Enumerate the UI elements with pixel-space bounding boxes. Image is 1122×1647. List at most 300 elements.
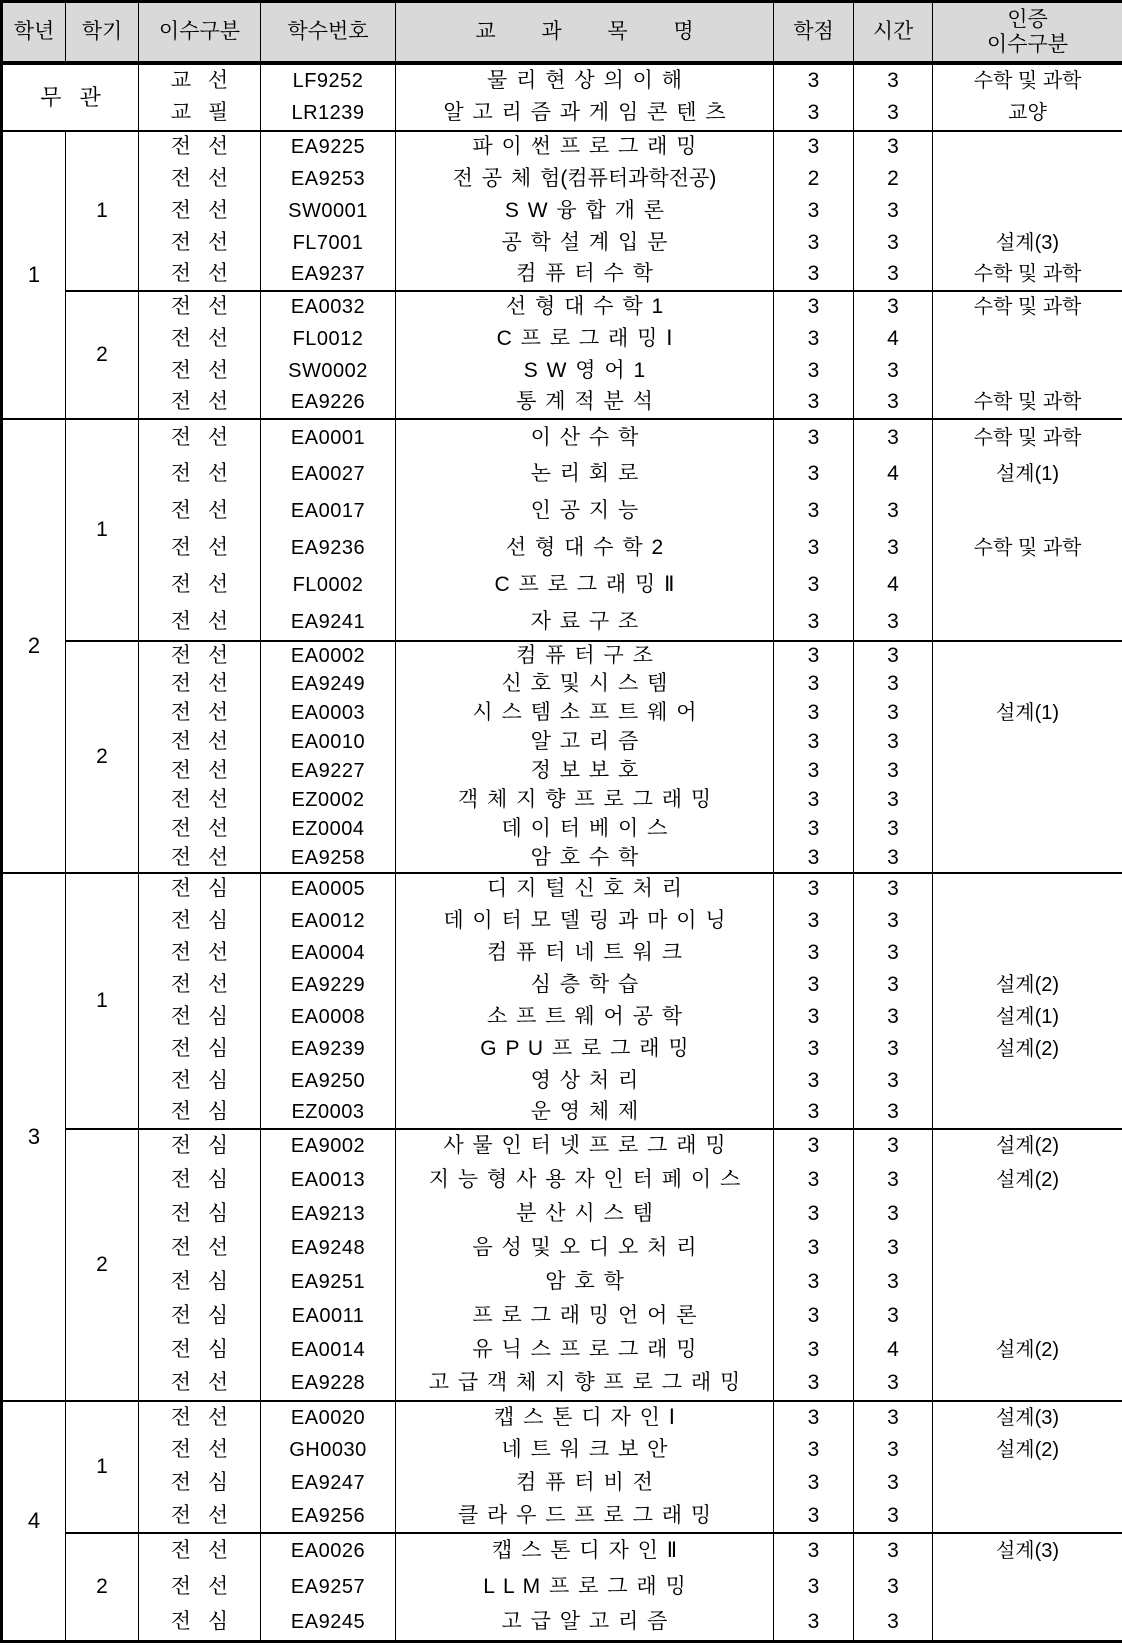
hours-cell: 3 — [854, 641, 933, 670]
cert-cell — [933, 567, 1122, 604]
course-name-cell: C 프 로 그 래 밍 Ⅱ — [396, 567, 774, 604]
course-category-cell: 전 선 — [139, 815, 261, 844]
cert-cell: 설계(2) — [933, 1129, 1122, 1163]
cert-cell — [933, 670, 1122, 699]
course-name-cell: 고 급 객 체 지 향 프 로 그 래 밍 — [396, 1367, 774, 1401]
course-category-cell: 전 심 — [139, 1097, 261, 1129]
course-name-cell: 디 지 털 신 호 처 리 — [396, 873, 774, 905]
hours-cell: 3 — [854, 1097, 933, 1129]
header-category: 이수구분 — [139, 2, 261, 64]
credits-cell: 3 — [774, 1097, 854, 1129]
course-code-cell: EA0004 — [261, 937, 396, 969]
cert-cell — [933, 1569, 1122, 1605]
cert-cell: 설계(2) — [933, 1333, 1122, 1367]
course-name-cell: 영 상 처 리 — [396, 1065, 774, 1097]
hours-cell: 3 — [854, 937, 933, 969]
course-code-cell: EA0017 — [261, 493, 396, 530]
course-name-cell: 데 이 터 베 이 스 — [396, 815, 774, 844]
course-code-cell: EA9258 — [261, 844, 396, 873]
year-cell: 4 — [2, 1401, 66, 1641]
course-row — [2, 1333, 1122, 1367]
hours-cell: 3 — [854, 757, 933, 786]
course-code-cell: EA0032 — [261, 291, 396, 323]
course-category-cell: 전 심 — [139, 1197, 261, 1231]
course-code-cell: FL0012 — [261, 323, 396, 355]
cert-cell: 설계(1) — [933, 456, 1122, 493]
credits-cell: 3 — [774, 97, 854, 131]
credits-cell: 3 — [774, 844, 854, 873]
hours-cell: 3 — [854, 493, 933, 530]
course-name-cell: 자 료 구 조 — [396, 604, 774, 641]
credits-cell: 3 — [774, 604, 854, 641]
cert-cell — [933, 1197, 1122, 1231]
course-category-cell: 전 심 — [139, 1333, 261, 1367]
credits-cell: 3 — [774, 699, 854, 728]
course-category-cell: 전 선 — [139, 195, 261, 227]
cert-cell: 설계(3) — [933, 227, 1122, 259]
cert-cell — [933, 728, 1122, 757]
course-category-cell: 전 선 — [139, 757, 261, 786]
credits-cell: 3 — [774, 1197, 854, 1231]
hours-cell: 3 — [854, 786, 933, 815]
cert-cell — [933, 1467, 1122, 1500]
course-row — [2, 1065, 1122, 1097]
credits-cell: 3 — [774, 728, 854, 757]
course-row — [2, 1605, 1122, 1641]
header-year: 학년 — [2, 2, 66, 64]
header-hours: 시간 — [854, 2, 933, 64]
course-name-cell: 전 공 체 험(컴퓨터과학전공) — [396, 163, 774, 195]
credits-cell: 3 — [774, 937, 854, 969]
cert-cell: 수학 및 과학 — [933, 387, 1122, 419]
credits-cell: 3 — [774, 530, 854, 567]
course-code-cell: EZ0004 — [261, 815, 396, 844]
course-code-cell: EA0010 — [261, 728, 396, 757]
credits-cell: 3 — [774, 567, 854, 604]
credits-cell: 3 — [774, 493, 854, 530]
header-credits: 학점 — [774, 2, 854, 64]
course-name-cell: 캡 스 톤 디 자 인 Ⅰ — [396, 1401, 774, 1434]
hours-cell: 3 — [854, 97, 933, 131]
course-category-cell: 전 선 — [139, 323, 261, 355]
course-code-cell: EA9229 — [261, 969, 396, 1001]
course-code-cell: FL0002 — [261, 567, 396, 604]
semester-cell: 2 — [66, 291, 139, 419]
course-code-cell: EA9250 — [261, 1065, 396, 1097]
credits-cell: 3 — [774, 259, 854, 291]
course-name-cell: 알 고 리 즘 과 게 임 콘 텐 츠 — [396, 97, 774, 131]
course-category-cell: 전 선 — [139, 1434, 261, 1467]
course-category-cell: 전 심 — [139, 1605, 261, 1641]
course-row — [2, 641, 1122, 670]
course-code-cell: EA9226 — [261, 387, 396, 419]
cert-cell — [933, 905, 1122, 937]
cert-cell: 수학 및 과학 — [933, 259, 1122, 291]
course-category-cell: 전 선 — [139, 355, 261, 387]
semester-cell: 2 — [66, 1533, 139, 1641]
course-row — [2, 1533, 1122, 1569]
credits-cell: 3 — [774, 1434, 854, 1467]
credits-cell: 3 — [774, 195, 854, 227]
hours-cell: 3 — [854, 195, 933, 227]
cert-cell — [933, 1065, 1122, 1097]
course-category-cell: 전 선 — [139, 387, 261, 419]
course-name-cell: 정 보 보 호 — [396, 757, 774, 786]
course-category-cell: 전 선 — [139, 456, 261, 493]
cert-cell — [933, 757, 1122, 786]
cert-cell: 설계(1) — [933, 1001, 1122, 1033]
credits-cell: 3 — [774, 1533, 854, 1569]
hours-cell: 3 — [854, 844, 933, 873]
course-row — [2, 63, 1122, 97]
course-row — [2, 259, 1122, 291]
course-code-cell: SW0002 — [261, 355, 396, 387]
semester-cell: 1 — [66, 1401, 139, 1533]
course-code-cell: EA9245 — [261, 1605, 396, 1641]
course-code-cell: EA0008 — [261, 1001, 396, 1033]
course-category-cell: 전 선 — [139, 1500, 261, 1533]
course-row — [2, 323, 1122, 355]
course-row — [2, 1197, 1122, 1231]
course-name-cell: 컴 퓨 터 네 트 워 크 — [396, 937, 774, 969]
cert-cell — [933, 323, 1122, 355]
hours-cell: 3 — [854, 63, 933, 97]
course-row — [2, 567, 1122, 604]
course-name-cell: 공 학 설 계 입 문 — [396, 227, 774, 259]
course-category-cell: 전 선 — [139, 786, 261, 815]
course-code-cell: EA9256 — [261, 1500, 396, 1533]
credits-cell: 3 — [774, 641, 854, 670]
course-code-cell: EZ0002 — [261, 786, 396, 815]
course-row — [2, 1367, 1122, 1401]
course-name-cell: 물 리 현 상 의 이 해 — [396, 63, 774, 97]
course-category-cell: 전 선 — [139, 1367, 261, 1401]
course-name-cell: 고 급 알 고 리 즘 — [396, 1605, 774, 1641]
course-category-cell: 전 선 — [139, 530, 261, 567]
hours-cell: 3 — [854, 604, 933, 641]
credits-cell: 3 — [774, 131, 854, 163]
course-row — [2, 1129, 1122, 1163]
course-row — [2, 355, 1122, 387]
credits-cell: 3 — [774, 355, 854, 387]
course-code-cell: EA0013 — [261, 1163, 396, 1197]
course-row — [2, 1569, 1122, 1605]
course-code-cell: EA0012 — [261, 905, 396, 937]
course-row — [2, 1401, 1122, 1434]
semester-cell: 2 — [66, 1129, 139, 1401]
cert-cell — [933, 1231, 1122, 1265]
course-code-cell: EA9228 — [261, 1367, 396, 1401]
credits-cell: 3 — [774, 757, 854, 786]
course-row — [2, 195, 1122, 227]
course-row — [2, 456, 1122, 493]
course-code-cell: EA0020 — [261, 1401, 396, 1434]
course-name-cell: 소 프 트 웨 어 공 학 — [396, 1001, 774, 1033]
course-row — [2, 604, 1122, 641]
course-code-cell: LR1239 — [261, 97, 396, 131]
header-course-name: 교 과 목 명 — [396, 2, 774, 64]
hours-cell: 2 — [854, 163, 933, 195]
hours-cell: 4 — [854, 323, 933, 355]
hours-cell: 3 — [854, 1265, 933, 1299]
course-category-cell: 전 선 — [139, 641, 261, 670]
hours-cell: 3 — [854, 131, 933, 163]
course-name-cell: 유 닉 스 프 로 그 래 밍 — [396, 1333, 774, 1367]
course-row — [2, 728, 1122, 757]
course-code-cell: EA0003 — [261, 699, 396, 728]
cert-cell — [933, 1299, 1122, 1333]
cert-cell: 수학 및 과학 — [933, 63, 1122, 97]
header-cert-line2: 이수구분 — [986, 33, 1069, 56]
course-name-cell: 신 호 및 시 스 템 — [396, 670, 774, 699]
course-category-cell: 전 선 — [139, 567, 261, 604]
course-name-cell: 선 형 대 수 학 1 — [396, 291, 774, 323]
cert-cell — [933, 604, 1122, 641]
course-row — [2, 1299, 1122, 1333]
hours-cell: 3 — [854, 227, 933, 259]
header-semester: 학기 — [66, 2, 139, 64]
credits-cell: 3 — [774, 1265, 854, 1299]
semester-cell: 2 — [66, 641, 139, 873]
course-category-cell: 전 심 — [139, 873, 261, 905]
course-code-cell: EA9249 — [261, 670, 396, 699]
course-row — [2, 163, 1122, 195]
cert-cell — [933, 131, 1122, 163]
course-category-cell: 전 선 — [139, 259, 261, 291]
cert-cell — [933, 163, 1122, 195]
course-row — [2, 530, 1122, 567]
credits-cell: 3 — [774, 815, 854, 844]
course-name-cell: G P U 프 로 그 래 밍 — [396, 1033, 774, 1065]
course-code-cell: EA9213 — [261, 1197, 396, 1231]
course-category-cell: 전 심 — [139, 905, 261, 937]
course-code-cell: EA9247 — [261, 1467, 396, 1500]
hours-cell: 3 — [854, 1605, 933, 1641]
cert-cell: 설계(2) — [933, 1163, 1122, 1197]
course-code-cell: EA9237 — [261, 259, 396, 291]
hours-cell: 4 — [854, 567, 933, 604]
hours-cell: 3 — [854, 969, 933, 1001]
course-category-cell: 전 선 — [139, 163, 261, 195]
course-category-cell: 전 선 — [139, 291, 261, 323]
course-row — [2, 969, 1122, 1001]
course-category-cell: 전 선 — [139, 1569, 261, 1605]
header-cert — [933, 2, 1122, 64]
course-name-cell: 컴 퓨 터 수 학 — [396, 259, 774, 291]
hours-cell: 3 — [854, 1467, 933, 1500]
cert-cell — [933, 195, 1122, 227]
course-name-cell: 이 산 수 학 — [396, 419, 774, 456]
credits-cell: 2 — [774, 163, 854, 195]
course-name-cell: 클 라 우 드 프 로 그 래 밍 — [396, 1500, 774, 1533]
course-category-cell: 전 선 — [139, 1231, 261, 1265]
course-category-cell: 전 선 — [139, 699, 261, 728]
course-name-cell: 컴 퓨 터 구 조 — [396, 641, 774, 670]
credits-cell: 3 — [774, 670, 854, 699]
course-name-cell: 객 체 지 향 프 로 그 래 밍 — [396, 786, 774, 815]
course-row — [2, 670, 1122, 699]
hours-cell: 3 — [854, 905, 933, 937]
course-name-cell: L L M 프 로 그 래 밍 — [396, 1569, 774, 1605]
course-code-cell: EA0002 — [261, 641, 396, 670]
hours-cell: 4 — [854, 1333, 933, 1367]
course-code-cell: EA9225 — [261, 131, 396, 163]
course-name-cell: 네 트 워 크 보 안 — [396, 1434, 774, 1467]
course-code-cell: EA0001 — [261, 419, 396, 456]
credits-cell: 3 — [774, 1299, 854, 1333]
course-code-cell: EA9236 — [261, 530, 396, 567]
course-code-cell: EA9257 — [261, 1569, 396, 1605]
hours-cell: 3 — [854, 291, 933, 323]
credits-cell: 3 — [774, 1401, 854, 1434]
semester-cell: 1 — [66, 873, 139, 1129]
credits-cell: 3 — [774, 323, 854, 355]
course-name-cell: 시 스 템 소 프 트 웨 어 — [396, 699, 774, 728]
credits-cell: 3 — [774, 1333, 854, 1367]
cert-cell: 교양 — [933, 97, 1122, 131]
course-name-cell: C 프 로 그 래 밍 Ⅰ — [396, 323, 774, 355]
semester-cell: 1 — [66, 131, 139, 291]
course-row — [2, 493, 1122, 530]
course-row — [2, 419, 1122, 456]
hours-cell: 3 — [854, 1129, 933, 1163]
course-name-cell: 캡 스 톤 디 자 인 Ⅱ — [396, 1533, 774, 1569]
course-name-cell: 사 물 인 터 넷 프 로 그 래 밍 — [396, 1129, 774, 1163]
course-row — [2, 1163, 1122, 1197]
course-code-cell: EA0005 — [261, 873, 396, 905]
cert-cell: 설계(3) — [933, 1533, 1122, 1569]
course-code-cell: EA0027 — [261, 456, 396, 493]
credits-cell: 3 — [774, 1129, 854, 1163]
course-category-cell: 전 선 — [139, 670, 261, 699]
hours-cell: 3 — [854, 1231, 933, 1265]
hours-cell: 3 — [854, 1299, 933, 1333]
course-category-cell: 전 심 — [139, 1033, 261, 1065]
cert-cell — [933, 873, 1122, 905]
cert-cell — [933, 1265, 1122, 1299]
course-code-cell: EA9239 — [261, 1033, 396, 1065]
course-name-cell: 인 공 지 능 — [396, 493, 774, 530]
course-category-cell: 전 선 — [139, 844, 261, 873]
credits-cell: 3 — [774, 1001, 854, 1033]
course-code-cell: SW0001 — [261, 195, 396, 227]
credits-cell: 3 — [774, 969, 854, 1001]
course-row — [2, 873, 1122, 905]
curriculum-table-body — [2, 63, 1122, 1641]
cert-cell: 수학 및 과학 — [933, 530, 1122, 567]
course-category-cell: 전 심 — [139, 1065, 261, 1097]
course-row — [2, 844, 1122, 873]
header-cert-line1: 인증 — [1007, 7, 1048, 31]
cert-cell: 수학 및 과학 — [933, 419, 1122, 456]
hours-cell: 3 — [854, 419, 933, 456]
course-row — [2, 1467, 1122, 1500]
course-row — [2, 757, 1122, 786]
course-code-cell: EA9002 — [261, 1129, 396, 1163]
course-name-cell: 논 리 회 로 — [396, 456, 774, 493]
course-code-cell: EA9253 — [261, 163, 396, 195]
course-code-cell: EA0014 — [261, 1333, 396, 1367]
course-row — [2, 1033, 1122, 1065]
course-code-cell: EA9251 — [261, 1265, 396, 1299]
course-category-cell: 전 선 — [139, 493, 261, 530]
course-category-cell: 전 심 — [139, 1299, 261, 1333]
course-name-cell: S W 융 합 개 론 — [396, 195, 774, 227]
table-header — [2, 2, 1122, 64]
hours-cell: 3 — [854, 1001, 933, 1033]
course-row — [2, 97, 1122, 131]
semester-cell: 1 — [66, 419, 139, 641]
hours-cell: 3 — [854, 815, 933, 844]
credits-cell: 3 — [774, 1367, 854, 1401]
hours-cell: 3 — [854, 259, 933, 291]
credits-cell: 3 — [774, 786, 854, 815]
cert-cell: 설계(2) — [933, 1434, 1122, 1467]
course-category-cell: 전 심 — [139, 1265, 261, 1299]
credits-cell: 3 — [774, 1467, 854, 1500]
course-name-cell: 심 층 학 습 — [396, 969, 774, 1001]
course-category-cell: 전 심 — [139, 1467, 261, 1500]
course-row — [2, 291, 1122, 323]
course-category-cell: 전 선 — [139, 227, 261, 259]
hours-cell: 3 — [854, 530, 933, 567]
cert-cell — [933, 641, 1122, 670]
hours-cell: 3 — [854, 1367, 933, 1401]
course-name-cell: S W 영 어 1 — [396, 355, 774, 387]
hours-cell: 3 — [854, 1569, 933, 1605]
course-code-cell: EA9227 — [261, 757, 396, 786]
cert-cell — [933, 937, 1122, 969]
course-code-cell: EA9241 — [261, 604, 396, 641]
credits-cell: 3 — [774, 419, 854, 456]
credits-cell: 3 — [774, 1231, 854, 1265]
course-row — [2, 905, 1122, 937]
course-name-cell: 음 성 및 오 디 오 처 리 — [396, 1231, 774, 1265]
cert-cell — [933, 355, 1122, 387]
course-code-cell: FL7001 — [261, 227, 396, 259]
course-row — [2, 786, 1122, 815]
course-code-cell: EZ0003 — [261, 1097, 396, 1129]
course-category-cell: 전 선 — [139, 604, 261, 641]
hours-cell: 3 — [854, 1197, 933, 1231]
credits-cell: 3 — [774, 1569, 854, 1605]
course-row — [2, 387, 1122, 419]
course-category-cell: 전 선 — [139, 419, 261, 456]
cert-cell: 설계(3) — [933, 1401, 1122, 1434]
credits-cell: 3 — [774, 905, 854, 937]
course-name-cell: 암 호 수 학 — [396, 844, 774, 873]
credits-cell: 3 — [774, 387, 854, 419]
hours-cell: 3 — [854, 670, 933, 699]
course-row — [2, 1265, 1122, 1299]
header-code: 학수번호 — [261, 2, 396, 64]
course-category-cell: 전 심 — [139, 1001, 261, 1033]
cert-cell — [933, 844, 1122, 873]
hours-cell: 3 — [854, 728, 933, 757]
course-row — [2, 1434, 1122, 1467]
course-name-cell: 데 이 터 모 델 링 과 마 이 닝 — [396, 905, 774, 937]
course-code-cell: EA9248 — [261, 1231, 396, 1265]
hours-cell: 3 — [854, 1033, 933, 1065]
course-row — [2, 937, 1122, 969]
course-name-cell: 파 이 썬 프 로 그 래 밍 — [396, 131, 774, 163]
hours-cell: 3 — [854, 1434, 933, 1467]
year-cell: 3 — [2, 873, 66, 1401]
course-code-cell: EA0026 — [261, 1533, 396, 1569]
cert-cell: 수학 및 과학 — [933, 291, 1122, 323]
hours-cell: 3 — [854, 387, 933, 419]
cert-cell — [933, 786, 1122, 815]
